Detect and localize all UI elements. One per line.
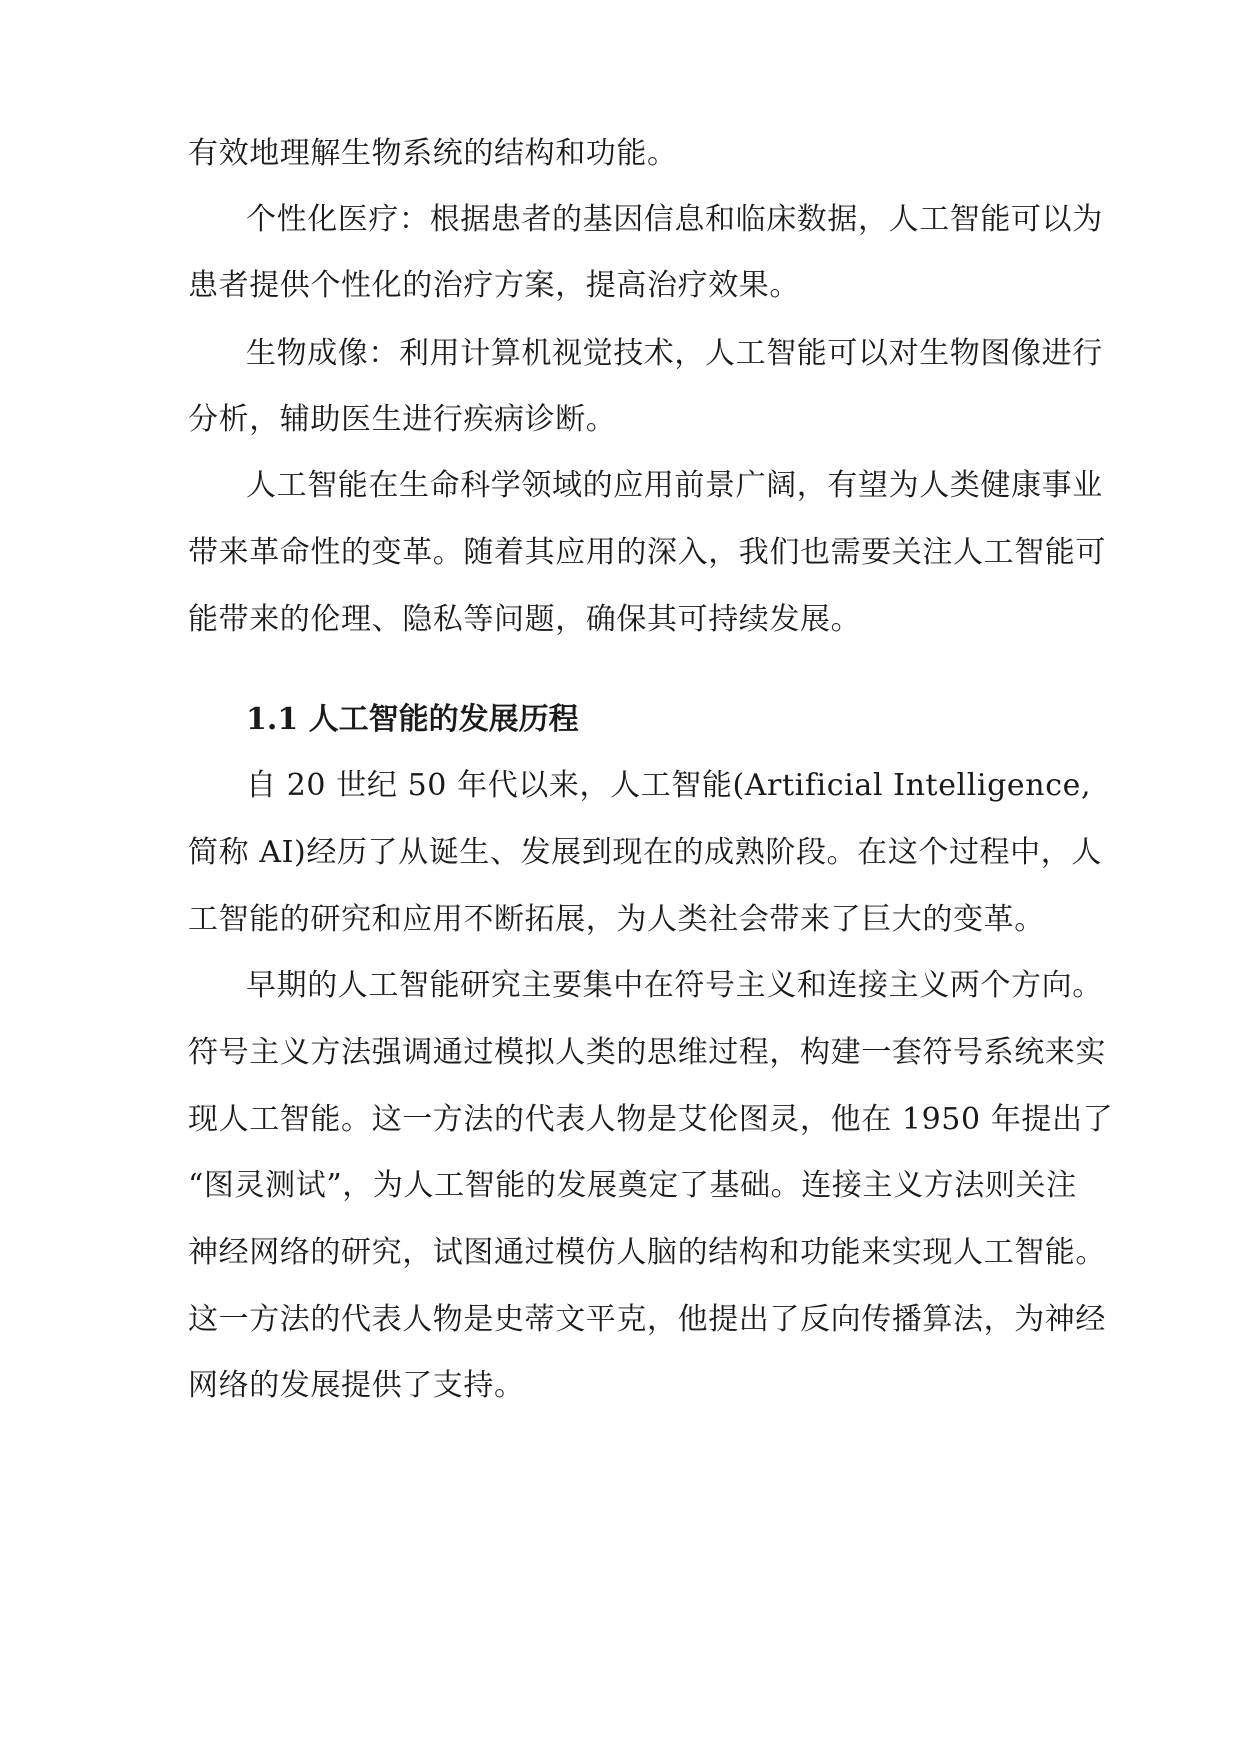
paragraph-line: 早期的人工智能研究主要集中在符号主义和连接主义两个方向。 xyxy=(246,968,1103,1003)
paragraph-line: 个性化医疗：根据患者的基因信息和临床数据，人工智能可以为 xyxy=(246,202,1103,237)
paragraph-line: 生物成像：利用计算机视觉技术，人工智能可以对生物图像进行 xyxy=(246,336,1103,371)
paragraph-line: 自 20 世纪 50 年代以来，人工智能(Artificial Intelligence, xyxy=(246,768,1092,803)
paragraph-line: 符号主义方法强调通过模拟人类的思维过程，构建一套符号系统来实 xyxy=(188,1035,1106,1070)
paragraph-line: 工智能的研究和应用不断拓展，为人类社会带来了巨大的变革。 xyxy=(188,902,1045,937)
paragraph-line: 带来革命性的变革。随着其应用的深入，我们也需要关注人工智能可 xyxy=(188,535,1106,570)
paragraph-line: 现人工智能。这一方法的代表人物是艾伦图灵，他在 1950 年提出了 xyxy=(188,1102,1114,1137)
paragraph-line: 分析，辅助医生进行疾病诊断。 xyxy=(188,402,617,437)
paragraph-line: 患者提供个性化的治疗方案，提高治疗效果。 xyxy=(188,268,800,303)
paragraph-line: 能带来的伦理、隐私等问题，确保其可持续发展。 xyxy=(188,602,862,637)
paragraph-line: “图灵测试”，为人工智能的发展奠定了基础。连接主义方法则关注 xyxy=(188,1168,1077,1203)
paragraph-line: 神经网络的研究，试图通过模仿人脑的结构和功能来实现人工智能。 xyxy=(188,1235,1106,1270)
paragraph-line: 这一方法的代表人物是史蒂文平克，他提出了反向传播算法，为神经 xyxy=(188,1302,1106,1337)
paragraph-line: 有效地理解生物系统的结构和功能。 xyxy=(188,136,678,171)
paragraph-line: 人工智能在生命科学领域的应用前景广阔，有望为人类健康事业 xyxy=(246,468,1103,503)
paragraph-line: 网络的发展提供了支持。 xyxy=(188,1368,525,1403)
paragraph-line: 简称 AI)经历了从诞生、发展到现在的成熟阶段。在这个过程中，人 xyxy=(188,835,1102,870)
section-heading: 1.1 人工智能的发展历程 xyxy=(246,702,579,737)
